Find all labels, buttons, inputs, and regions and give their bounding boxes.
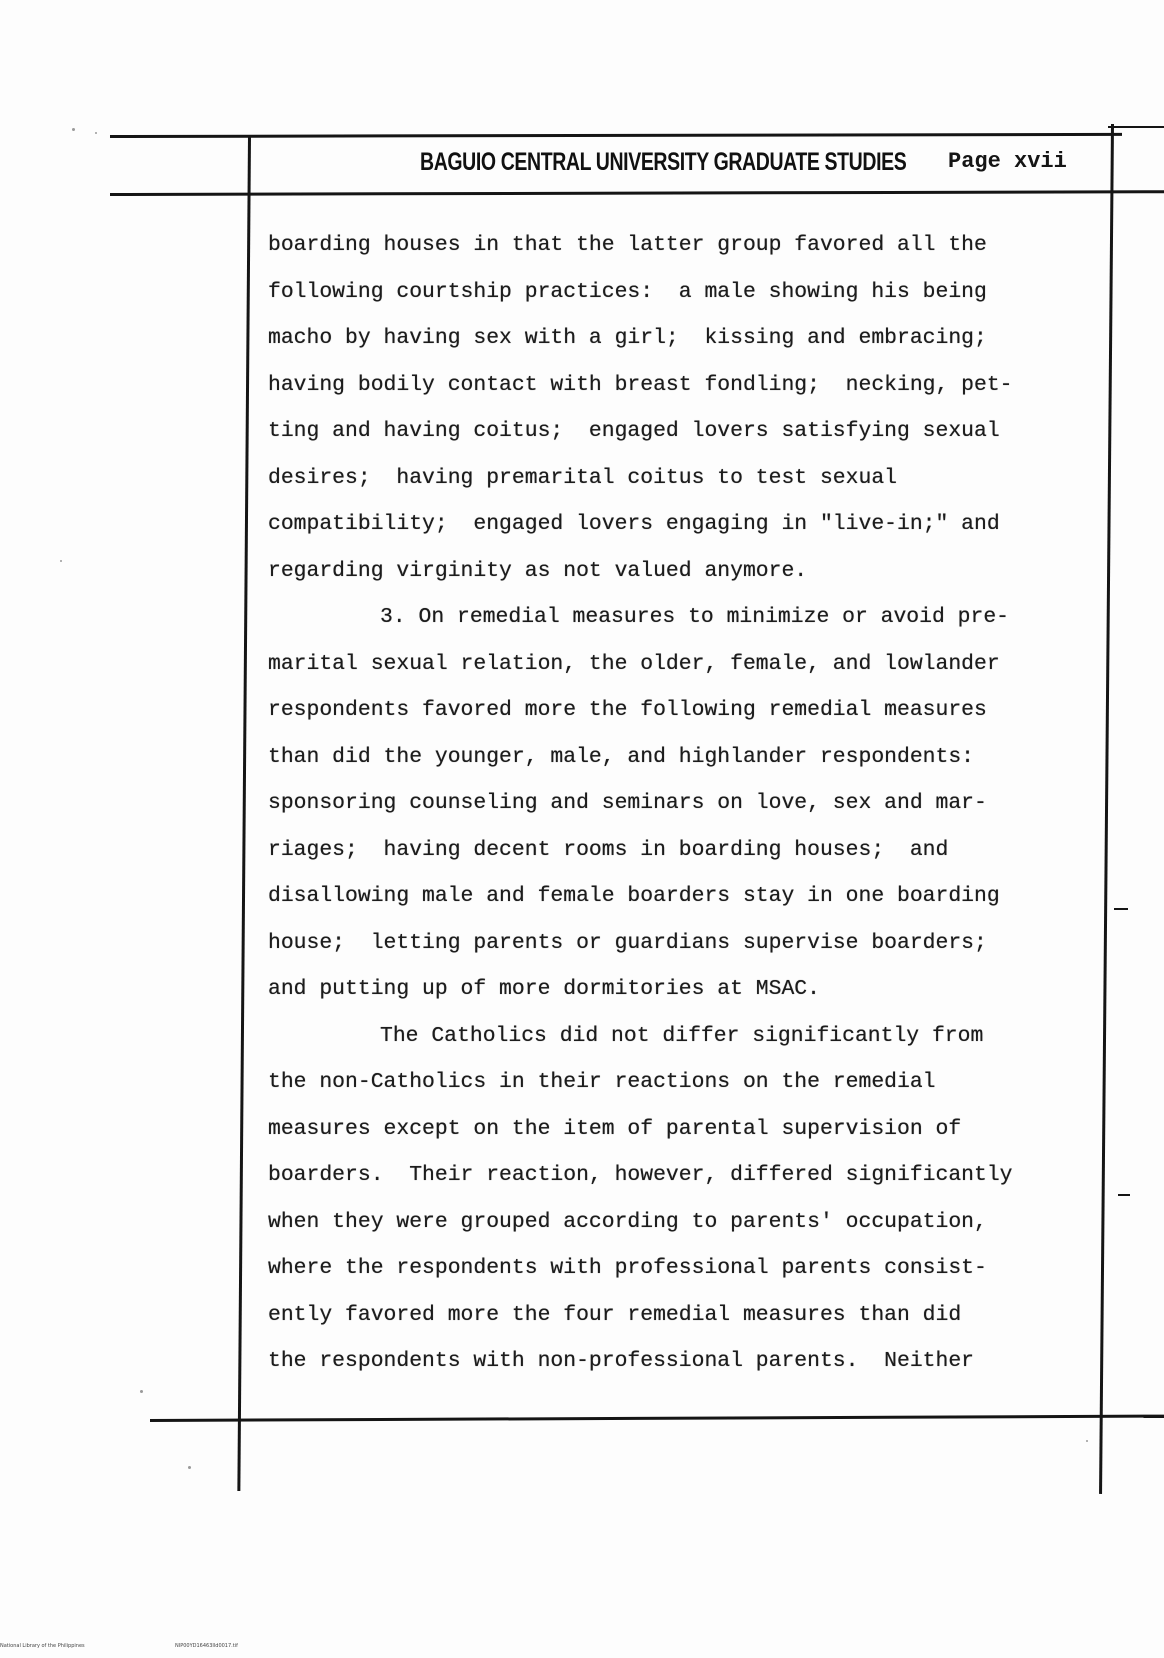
text-line: riages; having decent rooms in boarding houses; and (268, 837, 949, 862)
text-line: than did the younger, male, and highlander respondents: (268, 744, 975, 769)
header-bottom-rule (110, 190, 1164, 196)
scan-speck (188, 1466, 191, 1469)
text-line: measures except on the item of parental supervision of (268, 1116, 962, 1141)
text-line: following courtship practices: a male showing his being (268, 279, 987, 304)
scan-speck (95, 132, 97, 134)
text-line: sponsoring counseling and seminars on love, sex and mar- (268, 791, 987, 815)
text-line: boarding houses in that the latter group favored all the (268, 233, 987, 257)
text-line: disallowing male and female boarders stay in one boarding (268, 884, 1000, 908)
text-line: house; letting parents or guardians supervise boarders; (268, 930, 987, 955)
text-line: the non-Catholics in their reactions on the remedial (268, 1070, 936, 1094)
scan-speck (72, 128, 75, 131)
scan-speck (140, 1390, 143, 1393)
margin-tick (1118, 1194, 1130, 1196)
text-line: desires; having premarital coitus to test sexual (268, 465, 897, 490)
text-line: marital sexual relation, the older, female, and lowlander (268, 651, 1000, 676)
text-line: and putting up of more dormitories at MSAC. (268, 977, 820, 1001)
text-line: ently favored more the four remedial measures than did (268, 1302, 962, 1327)
text-line: where the respondents with professional parents consist- (268, 1256, 987, 1280)
page-number: Page xvii (948, 149, 1067, 174)
text-line: compatibility; engaged lovers engaging in "live-in;" and (268, 512, 1000, 536)
scan-speck (60, 560, 62, 562)
text-line: regarding virginity as not valued anymore. (268, 558, 808, 583)
left-margin-line (237, 136, 251, 1491)
top-rule (110, 133, 1122, 138)
top-rule-right (1108, 126, 1164, 128)
scan-speck (1086, 1440, 1088, 1442)
text-line: having bodily contact with breast fondling; necking, pet- (268, 372, 1013, 397)
footer-rule (150, 1415, 1164, 1422)
footer-library-note: National Library of the Philippines (0, 1643, 85, 1649)
text-line: ting and having coitus; engaged lovers satisfying sexual (268, 419, 1000, 443)
text-line: boarders. Their reaction, however, differed significantly (268, 1163, 1013, 1187)
body-text (268, 222, 1108, 1385)
header-title: BAGUIO CENTRAL UNIVERSITY GRADUATE STUDIES (420, 148, 907, 176)
paragraph-start-line: 3. On remedial measures to minimize or avoid pre- (380, 605, 1009, 629)
margin-tick (1114, 908, 1128, 910)
text-line: the respondents with non-professional parents. Neither (268, 1349, 975, 1373)
footer-file-id: NIP00YD16463Ild0017.tif (175, 1643, 238, 1649)
text-line: when they were grouped according to parents' occupation, (268, 1209, 987, 1234)
paragraph-start-line: The Catholics did not differ significantly from (380, 1023, 984, 1048)
text-line: respondents favored more the following remedial measures (268, 698, 987, 722)
text-line: macho by having sex with a girl; kissing and embracing; (268, 326, 987, 350)
